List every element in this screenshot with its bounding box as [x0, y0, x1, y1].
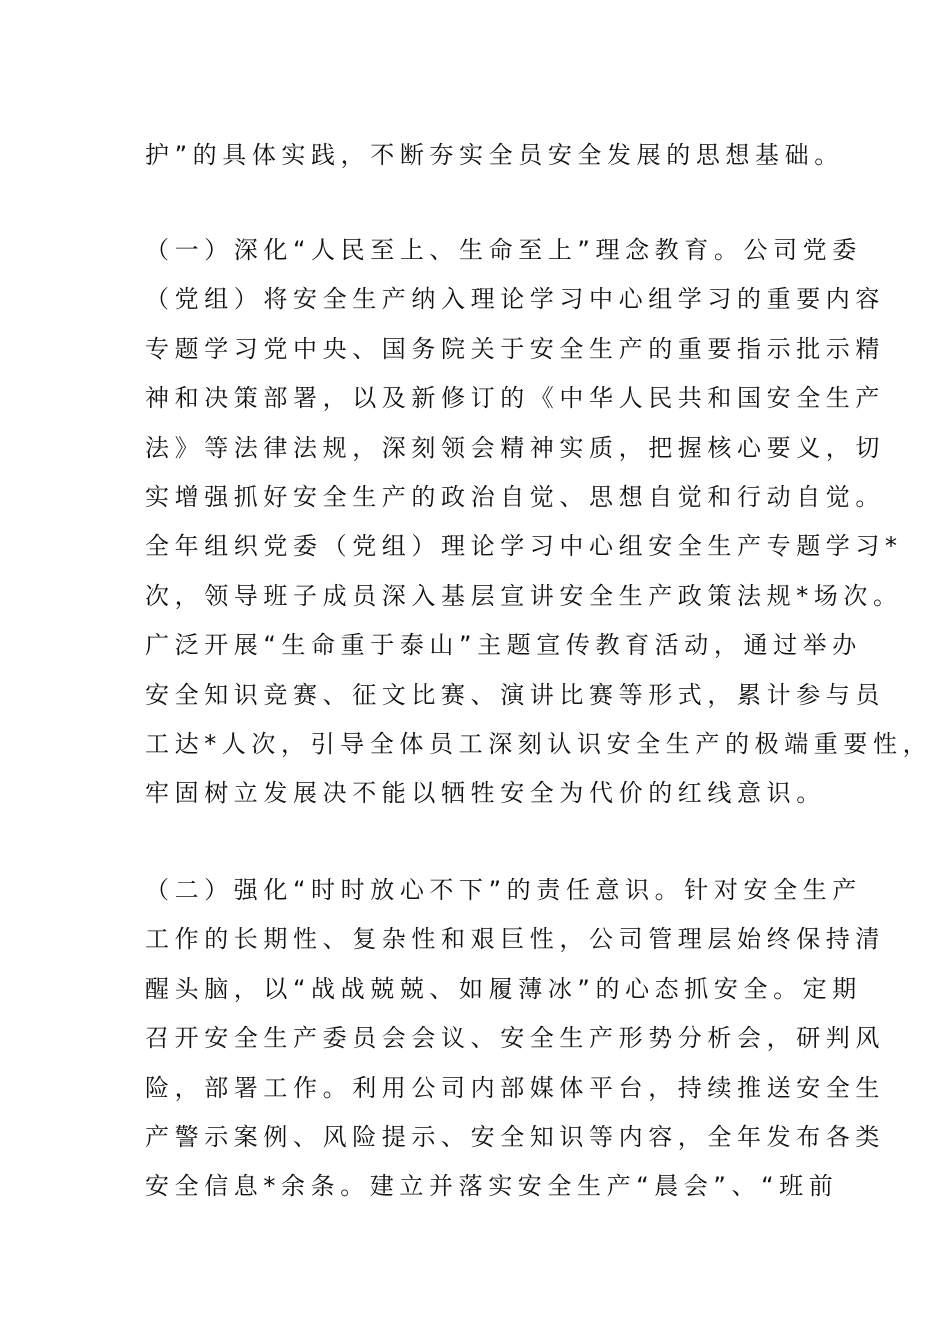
text-line: 召开安全生产委员会会议、安全生产形势分析会，研判风: [145, 1024, 885, 1053]
text-line: 险，部署工作。利用公司内部媒体平台，持续推送安全生: [145, 1073, 885, 1102]
text-line: 实增强抓好安全生产的政治自觉、思想自觉和行动自觉。: [145, 482, 885, 511]
text-line: （一）深化“人民至上、生命至上”理念教育。公司党委: [145, 236, 862, 264]
text-line: 次，领导班子成员深入基层宣讲安全生产政策法规*场次。: [145, 581, 903, 610]
text-line: 专题学习党中央、国务院关于安全生产的重要指示批示精: [145, 334, 885, 363]
text-line: 牢固树立发展决不能以牺牲安全为代价的红线意识。: [145, 779, 826, 808]
text-line: 全年组织党委（党组）理论学习中心组安全生产专题学习*: [145, 532, 903, 561]
text-line: 工作的长期性、复杂性和艰巨性，公司管理层始终保持清: [145, 925, 885, 954]
text-line: 产警示案例、风险提示、安全知识等内容，全年发布各类: [145, 1122, 885, 1151]
text-line: 安全知识竞赛、征文比赛、演讲比赛等形式，累计参与员: [145, 680, 885, 709]
text-line: 工达*人次，引导全体员工深刻认识安全生产的极端重要性，: [145, 729, 933, 758]
paragraph-intro-tail: [145, 131, 865, 180]
paragraph-section-1: [145, 226, 933, 819]
text-line: 广泛开展“生命重于泰山”主题宣传教育活动，通过举办: [145, 631, 862, 660]
text-line: 神和决策部署，以及新修订的《中华人民共和国安全生产: [145, 384, 885, 413]
text-line: （党组）将安全生产纳入理论学习中心组学习的重要内容: [145, 285, 885, 314]
text-line: 醒头脑，以“战战兢兢、如履薄冰”的心态抓安全。定期: [145, 974, 862, 1003]
text-line: 护”的具体实践，不断夯实全员安全发展的思想基础。: [145, 141, 844, 169]
text-line: 法》等法律法规，深刻领会精神实质，把握核心要义，切: [145, 433, 885, 462]
text-line: （二）强化“时时放心不下”的责任意识。针对安全生产: [145, 876, 862, 904]
paragraph-section-2: [145, 866, 885, 1212]
text-line: 安全信息*余条。建立并落实安全生产“晨会”、“班前: [145, 1172, 839, 1201]
